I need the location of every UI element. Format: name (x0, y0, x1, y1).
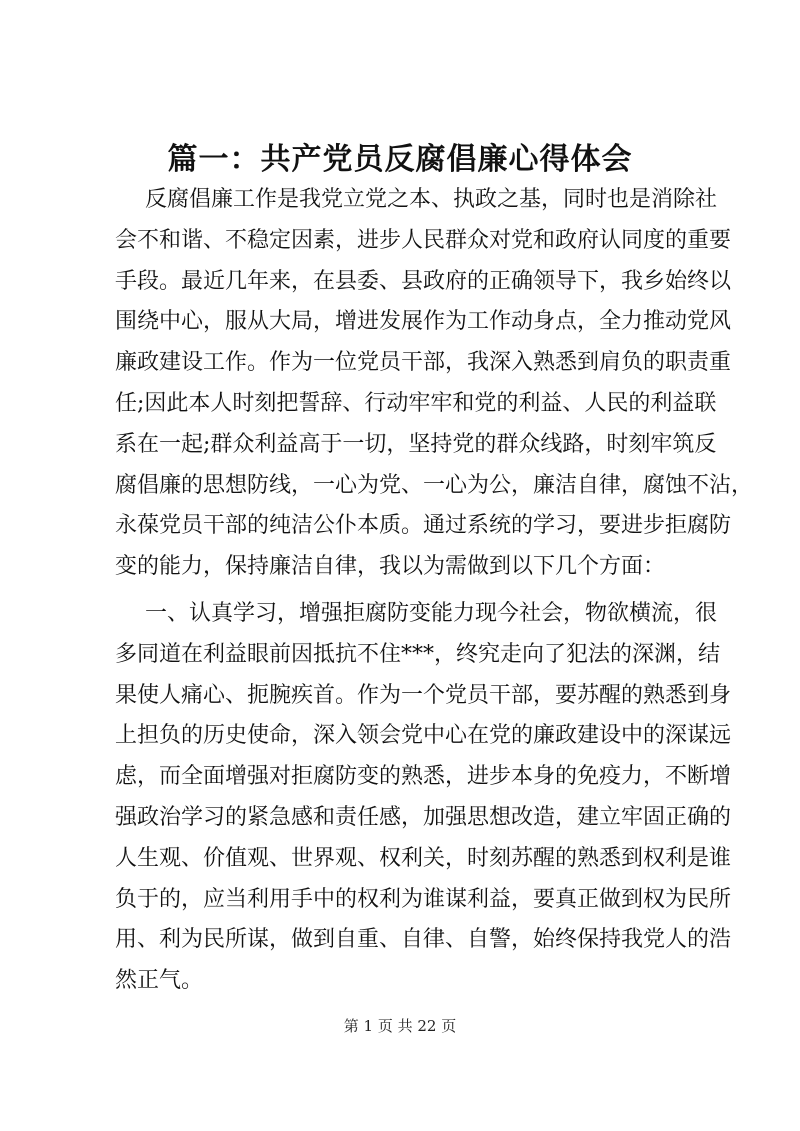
text-line: 任;因此本人时刻把誓辞、行动牢牢和党的利益、人民的利益联 (115, 390, 717, 416)
text-line: 腐倡廉的思想防线，一心为党、一心为公，廉洁自律，腐蚀不沾， (115, 472, 754, 498)
text-line: 围绕中心，服从大局，增进发展作为工作动身点，全力推动党风 (115, 309, 732, 335)
text-line: 一、认真学习，增强拒腐防变能力现今社会，物欲横流，很 (145, 600, 718, 626)
text-line: 永葆党员干部的纯洁公仆本质。通过系统的学习，要进步拒腐防 (115, 513, 732, 539)
text-line: 会不和谐、不稳定因素，进步人民群众对党和政府认同度的重要 (115, 227, 732, 253)
text-line: 虑，而全面增强对拒腐防变的熟悉，进步本身的免疫力，不断增 (115, 764, 732, 790)
text-line: 多同道在利益眼前因抵抗不住***，终究走向了犯法的深渊，结 (115, 641, 721, 667)
text-line: 反腐倡廉工作是我党立党之本、执政之基，同时也是消除社 (145, 187, 718, 212)
paragraph (115, 594, 732, 1002)
paragraph (115, 180, 754, 588)
text-line: 人生观、价值观、世界观、权利关，时刻苏醒的熟悉到权利是谁 (115, 845, 732, 871)
text-line: 变的能力，保持廉洁自律，我以为需做到以下几个方面： (115, 554, 666, 580)
text-line: 上担负的历史使命，深入领会党中心在党的廉政建设中的深谋远 (115, 723, 732, 749)
page-footer: 第 1 页 共 22 页 (343, 1017, 457, 1035)
text-line: 强政治学习的紧急感和责任感，加强思想改造，建立牢固正确的 (115, 804, 732, 830)
document-title: 篇一：共产党员反腐倡廉心得体会 (167, 142, 633, 177)
text-line: 系在一起;群众利益高于一切，坚持党的群众线路，时刻牢筑反 (115, 431, 717, 457)
text-line: 手段。最近几年来，在县委、县政府的正确领导下，我乡始终以 (115, 268, 732, 294)
text-line: 用、利为民所谋，做到自重、自律、自警，始终保持我党人的浩 (115, 927, 732, 953)
text-line: 负于的，应当利用手中的权利为谁谋利益，要真正做到权为民所 (115, 886, 732, 912)
document-body (115, 180, 754, 1002)
text-line: 然正气。 (115, 968, 204, 994)
text-line: 果使人痛心、扼腕疾首。作为一个党员干部，要苏醒的熟悉到身 (115, 682, 732, 708)
text-line: 廉政建设工作。作为一位党员干部，我深入熟悉到肩负的职责重 (115, 350, 732, 376)
